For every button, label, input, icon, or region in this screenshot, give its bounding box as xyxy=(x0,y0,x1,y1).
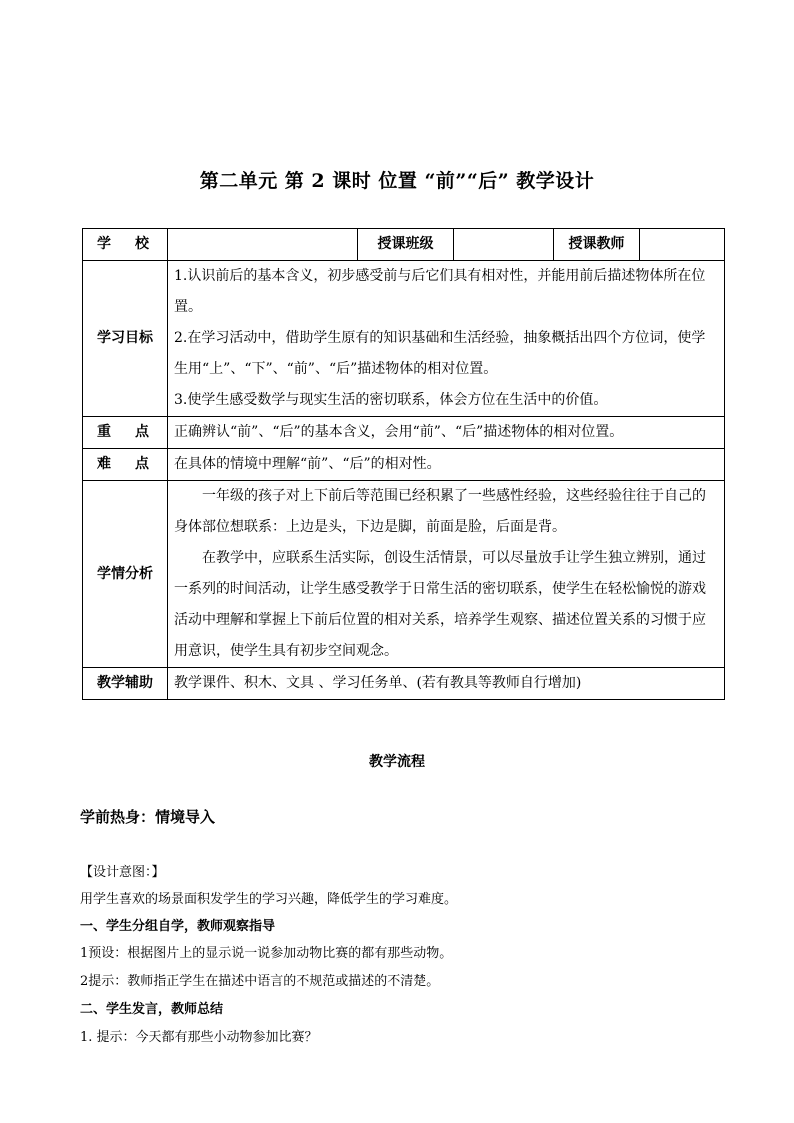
key-point-value: 正确辨认“前”、“后”的基本含义，会用“前”、“后”描述物体的相对位置。 xyxy=(168,417,725,449)
goals-content xyxy=(168,261,725,417)
analysis-content xyxy=(168,481,725,668)
class-value xyxy=(454,229,554,261)
goal-item: 3.使学生感受数学与现实生活的密切联系，体会方位在生活中的价值。 xyxy=(174,392,608,408)
table-row-difficulty xyxy=(83,449,725,481)
difficulty-label: 难 点 xyxy=(83,449,168,481)
table-row-school xyxy=(83,229,725,261)
goals-label: 学习目标 xyxy=(83,261,168,417)
school-value xyxy=(168,229,358,261)
section2-item: 1. 提示：今天都有那些小动物参加比赛？ xyxy=(80,1030,318,1045)
section1-item: 1预设：根据图片上的显示说一说参加动物比赛的都有那些动物。 xyxy=(80,946,453,961)
process-title: 教学流程 xyxy=(369,754,425,770)
table-row-goals xyxy=(83,261,725,417)
table-row-analysis xyxy=(83,481,725,668)
page-title: 第二单元 第 2 课时 位置 “前”“后” 教学设计 xyxy=(199,170,595,192)
design-intent-label: 【设计意图：】 xyxy=(80,865,165,880)
analysis-label: 学情分析 xyxy=(83,481,168,668)
aids-value: 教学课件、积木、文具 、学习任务单、(若有教具等教师自行增加) xyxy=(168,668,725,700)
section2-title: 二、学生发言，教师总结 xyxy=(80,1002,224,1017)
school-label: 学 校 xyxy=(83,229,168,261)
analysis-paragraph: 在教学中，应联系生活实际，创设生活情景，可以尽量放手让学生独立辨别，通过一系列的时间活动，让学生感受教学于日常生活的密切联系，使学生在轻松愉悦的游戏活动中理解和掌握上下前后位置的相对关系，培养学生观察、描述位置关系的习惯于应用意识，使学生具有初步空间观念。 xyxy=(174,550,706,659)
section1-title: 一、学生分组自学，教师观察指导 xyxy=(80,919,276,934)
difficulty-value: 在具体的情境中理解“前”、“后”的相对性。 xyxy=(168,449,725,481)
table-row-key-point xyxy=(83,417,725,449)
aids-label: 教学辅助 xyxy=(83,668,168,700)
table-row-aids xyxy=(83,668,725,700)
teacher-value xyxy=(640,229,725,261)
lesson-info-table xyxy=(82,228,725,700)
key-point-label: 重 点 xyxy=(83,417,168,449)
goal-item: 1.认识前后的基本含义，初步感受前与后它们具有相对性，并能用前后描述物体所在位置。 xyxy=(174,268,706,315)
goal-item: 2.在学习活动中，借助学生原有的知识基础和生活经验，抽象概括出四个方位词，使学生用“上”、“下”、“前”、“后”描述物体的相对位置。 xyxy=(174,330,706,377)
section1-item: 2提示：教师指正学生在描述中语言的不规范或描述的不清楚。 xyxy=(80,974,440,989)
class-label: 授课班级 xyxy=(358,229,454,261)
analysis-paragraph: 一年级的孩子对上下前后等范围已经积累了一些感性经验，这些经验往往于自己的身体部位想联系：上边是头，下边是脚，前面是脸，后面是背。 xyxy=(174,488,706,535)
warmup-title: 学前热身：情境导入 xyxy=(80,808,216,826)
teacher-label: 授课教师 xyxy=(554,229,640,261)
design-intent-text: 用学生喜欢的场景面积发学生的学习兴趣，降低学生的学习难度。 xyxy=(80,892,458,907)
